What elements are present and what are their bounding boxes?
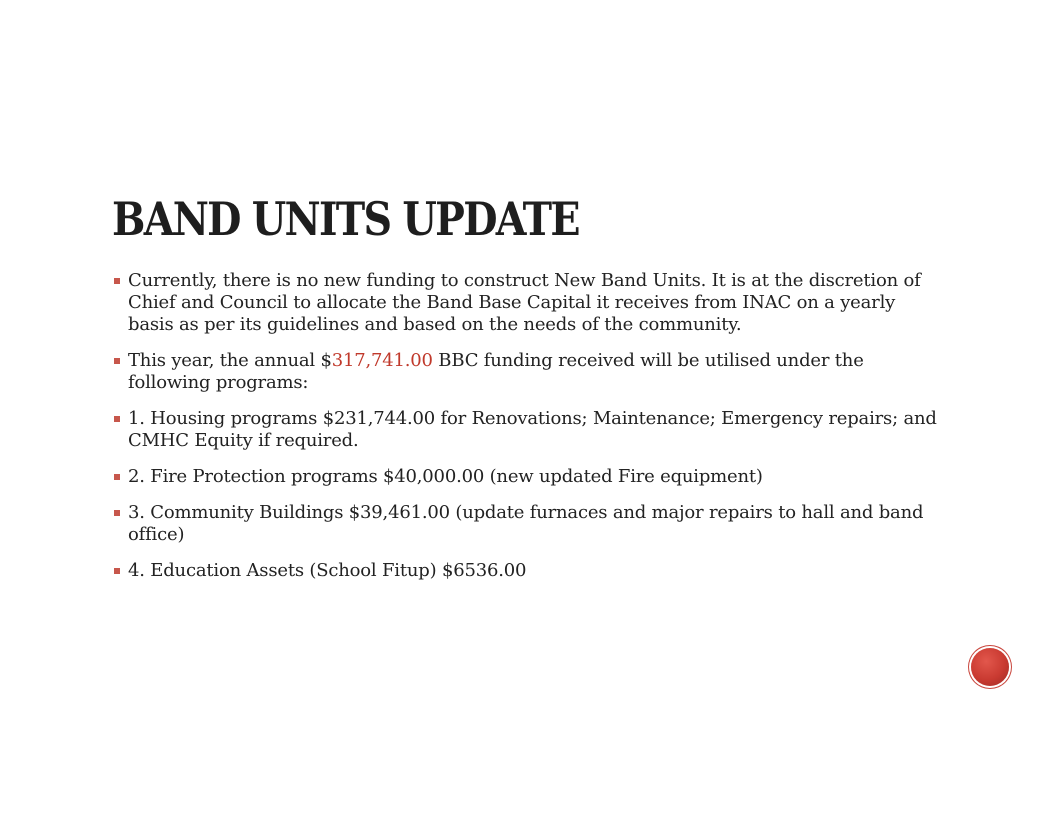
bullet-marker-icon	[114, 278, 120, 284]
bullet-marker-icon	[114, 416, 120, 422]
bullet-text: 3. Community Buildings $39,461.00 (update furnaces and major repairs to hall and band office)	[128, 502, 924, 545]
slide-title: BAND UNITS UPDATE	[112, 192, 579, 246]
bullet-text: Currently, there is no new funding to construct New Band Units. It is at the discretion of Chief and Council to allocate the Band Base Capital it receives from INAC on a yearly basis as per its guidelines and based on the needs of the community.	[128, 270, 921, 335]
bullet-text-prefix: This year, the annual $	[128, 350, 332, 371]
bullet-text: 2. Fire Protection programs $40,000.00 (new updated Fire equipment)	[128, 466, 763, 487]
bullet-item-funding-status	[112, 270, 942, 336]
bullet-text: 4. Education Assets (School Fitup) $6536.00	[128, 560, 527, 581]
red-circle-button-icon[interactable]	[971, 648, 1009, 686]
bullet-marker-icon	[114, 474, 120, 480]
bullet-item-education	[112, 560, 942, 582]
bullet-item-housing	[112, 408, 942, 452]
bullet-marker-icon	[114, 358, 120, 364]
bullet-text-suffix: BBC funding received will be utilised under the following programs:	[128, 350, 864, 393]
bullet-item-fire-protection	[112, 466, 942, 488]
highlighted-amount: 317,741.00	[331, 350, 433, 371]
bullet-marker-icon	[114, 568, 120, 574]
bullet-list	[112, 270, 942, 596]
bullet-item-annual-funding	[112, 350, 942, 394]
bullet-text: 1. Housing programs $231,744.00 for Renovations; Maintenance; Emergency repairs; and CMHC Equity if required.	[128, 408, 937, 451]
bullet-marker-icon	[114, 510, 120, 516]
bullet-item-community-buildings	[112, 502, 942, 546]
